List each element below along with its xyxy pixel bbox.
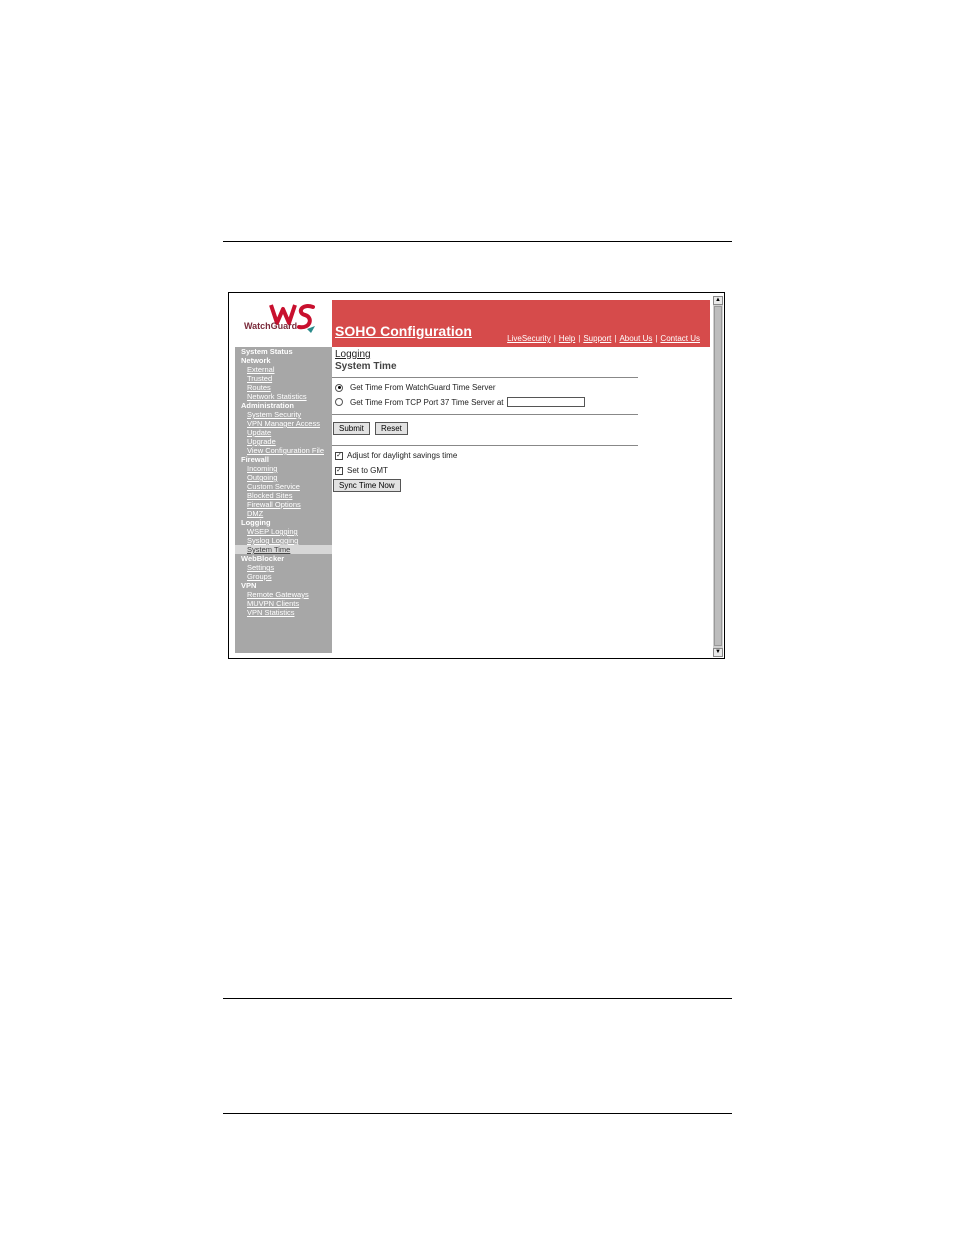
sidebar-item[interactable]: Firewall Options: [247, 500, 301, 509]
gmt-checkbox[interactable]: ✓: [336, 466, 342, 474]
sidebar-section[interactable]: System Status: [241, 347, 293, 356]
link-about-us[interactable]: About Us: [619, 334, 653, 343]
sidebar-section[interactable]: Logging: [241, 518, 271, 527]
reset-button[interactable]: Reset: [375, 422, 408, 435]
sidebar-item[interactable]: Upgrade: [247, 437, 276, 446]
sync-time-button[interactable]: Sync Time Now: [333, 479, 401, 492]
header-links: LiveSecurity | Help | Support | About Us | Contact Us: [507, 334, 700, 343]
sidebar-item[interactable]: Routes: [247, 383, 271, 392]
radio-tcp-label: Get Time From TCP Port 37 Time Server at: [350, 397, 504, 407]
vertical-scrollbar[interactable]: [713, 296, 723, 657]
divider: [332, 414, 638, 415]
sidebar-section[interactable]: VPN: [241, 581, 257, 590]
sidebar-item[interactable]: External: [247, 365, 275, 374]
sidebar-item[interactable]: Trusted: [247, 374, 273, 383]
sidebar-section[interactable]: Administration: [241, 401, 294, 410]
scroll-thumb[interactable]: [714, 306, 722, 646]
page-title: System Time: [335, 361, 397, 372]
sidebar-nav: [235, 347, 332, 653]
sidebar-item[interactable]: Incoming: [247, 464, 278, 473]
daylight-label: Adjust for daylight savings time: [347, 451, 458, 460]
sidebar-item[interactable]: Settings: [247, 563, 275, 572]
gmt-row[interactable]: [335, 466, 388, 475]
sidebar-item[interactable]: Remote Gateways: [247, 590, 309, 599]
gmt-label: Set to GMT: [347, 466, 388, 475]
header-banner: [332, 300, 710, 347]
sidebar-item[interactable]: Outgoing: [247, 473, 278, 482]
divider: [332, 377, 638, 378]
submit-button[interactable]: Submit: [333, 422, 370, 435]
breadcrumb[interactable]: Logging: [335, 349, 371, 360]
sidebar-section[interactable]: WebBlocker: [241, 554, 285, 563]
sidebar-section[interactable]: Firewall: [241, 455, 269, 464]
logo: [229, 293, 332, 347]
time-server-input[interactable]: [507, 397, 585, 407]
sidebar-section[interactable]: Network: [241, 356, 271, 365]
sidebar-item[interactable]: Custom Service: [247, 482, 300, 491]
link-help[interactable]: Help: [558, 334, 576, 343]
sidebar-item[interactable]: Blocked Sites: [247, 491, 293, 500]
sidebar-item[interactable]: View Configuration File: [247, 446, 324, 455]
link-support[interactable]: Support: [583, 334, 612, 343]
logo-text: WatchGuard: [244, 321, 298, 331]
sidebar-item[interactable]: MUVPN Clients: [247, 599, 300, 608]
middle-rule: [223, 998, 732, 999]
radio-watchguard[interactable]: [335, 384, 343, 392]
sidebar-item[interactable]: Update: [247, 428, 272, 437]
main-content: [332, 347, 710, 653]
sidebar-item[interactable]: VPN Statistics: [247, 608, 295, 617]
link-contact-us[interactable]: Contact Us: [660, 334, 700, 343]
scroll-down-icon[interactable]: ▼: [713, 648, 723, 657]
sidebar-item[interactable]: DMZ: [247, 509, 264, 518]
daylight-row[interactable]: [335, 451, 457, 460]
divider: [332, 445, 638, 446]
radio-row-watchguard[interactable]: [335, 383, 496, 392]
sidebar-item[interactable]: System Security: [247, 410, 302, 419]
sidebar-item[interactable]: WSEP Logging: [247, 527, 298, 536]
scroll-up-icon[interactable]: ▲: [713, 296, 723, 305]
app-title: SOHO Configuration: [335, 323, 472, 339]
top-rule: [223, 241, 732, 242]
browser-window: [228, 292, 725, 659]
bottom-rule: [223, 1113, 732, 1114]
radio-watchguard-label: Get Time From WatchGuard Time Server: [350, 383, 496, 392]
sidebar-item[interactable]: Network Statistics: [247, 392, 307, 401]
radio-row-tcp[interactable]: [335, 397, 585, 407]
radio-tcp[interactable]: [335, 398, 343, 406]
sidebar-item[interactable]: Groups: [247, 572, 272, 581]
sidebar-item[interactable]: Syslog Logging: [247, 536, 299, 545]
daylight-checkbox[interactable]: ✓: [336, 451, 342, 459]
sidebar-item[interactable]: VPN Manager Access: [247, 419, 320, 428]
sidebar-item[interactable]: System Time: [235, 545, 332, 554]
link-livesecurity[interactable]: LiveSecurity: [507, 334, 551, 343]
